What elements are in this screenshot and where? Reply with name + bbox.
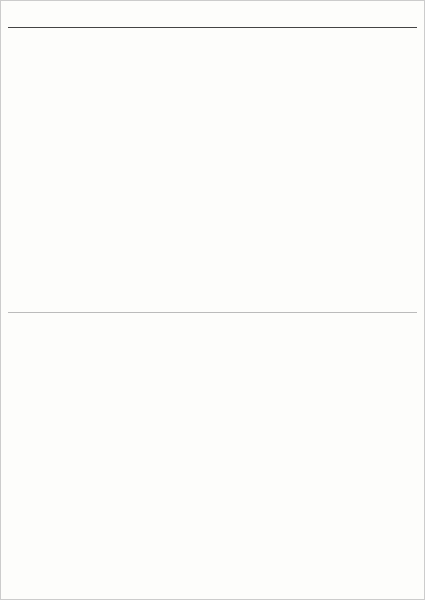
- essay-body: [8, 322, 158, 592]
- tenshudai-author: [232, 470, 242, 540]
- tenshudai-body: [162, 322, 228, 592]
- feature-body-continued: [96, 36, 226, 300]
- feature-body: [250, 36, 416, 300]
- tier-divider: [8, 312, 417, 313]
- matsukai-body: [280, 322, 352, 592]
- matsukai-author: [356, 368, 366, 428]
- page-header: [8, 10, 417, 26]
- feature-author: [238, 180, 248, 260]
- matsukai-heading: [371, 330, 383, 430]
- upper-intro-text: [8, 36, 92, 300]
- tenshudai-heading: [262, 430, 274, 490]
- header-rule: [8, 27, 417, 28]
